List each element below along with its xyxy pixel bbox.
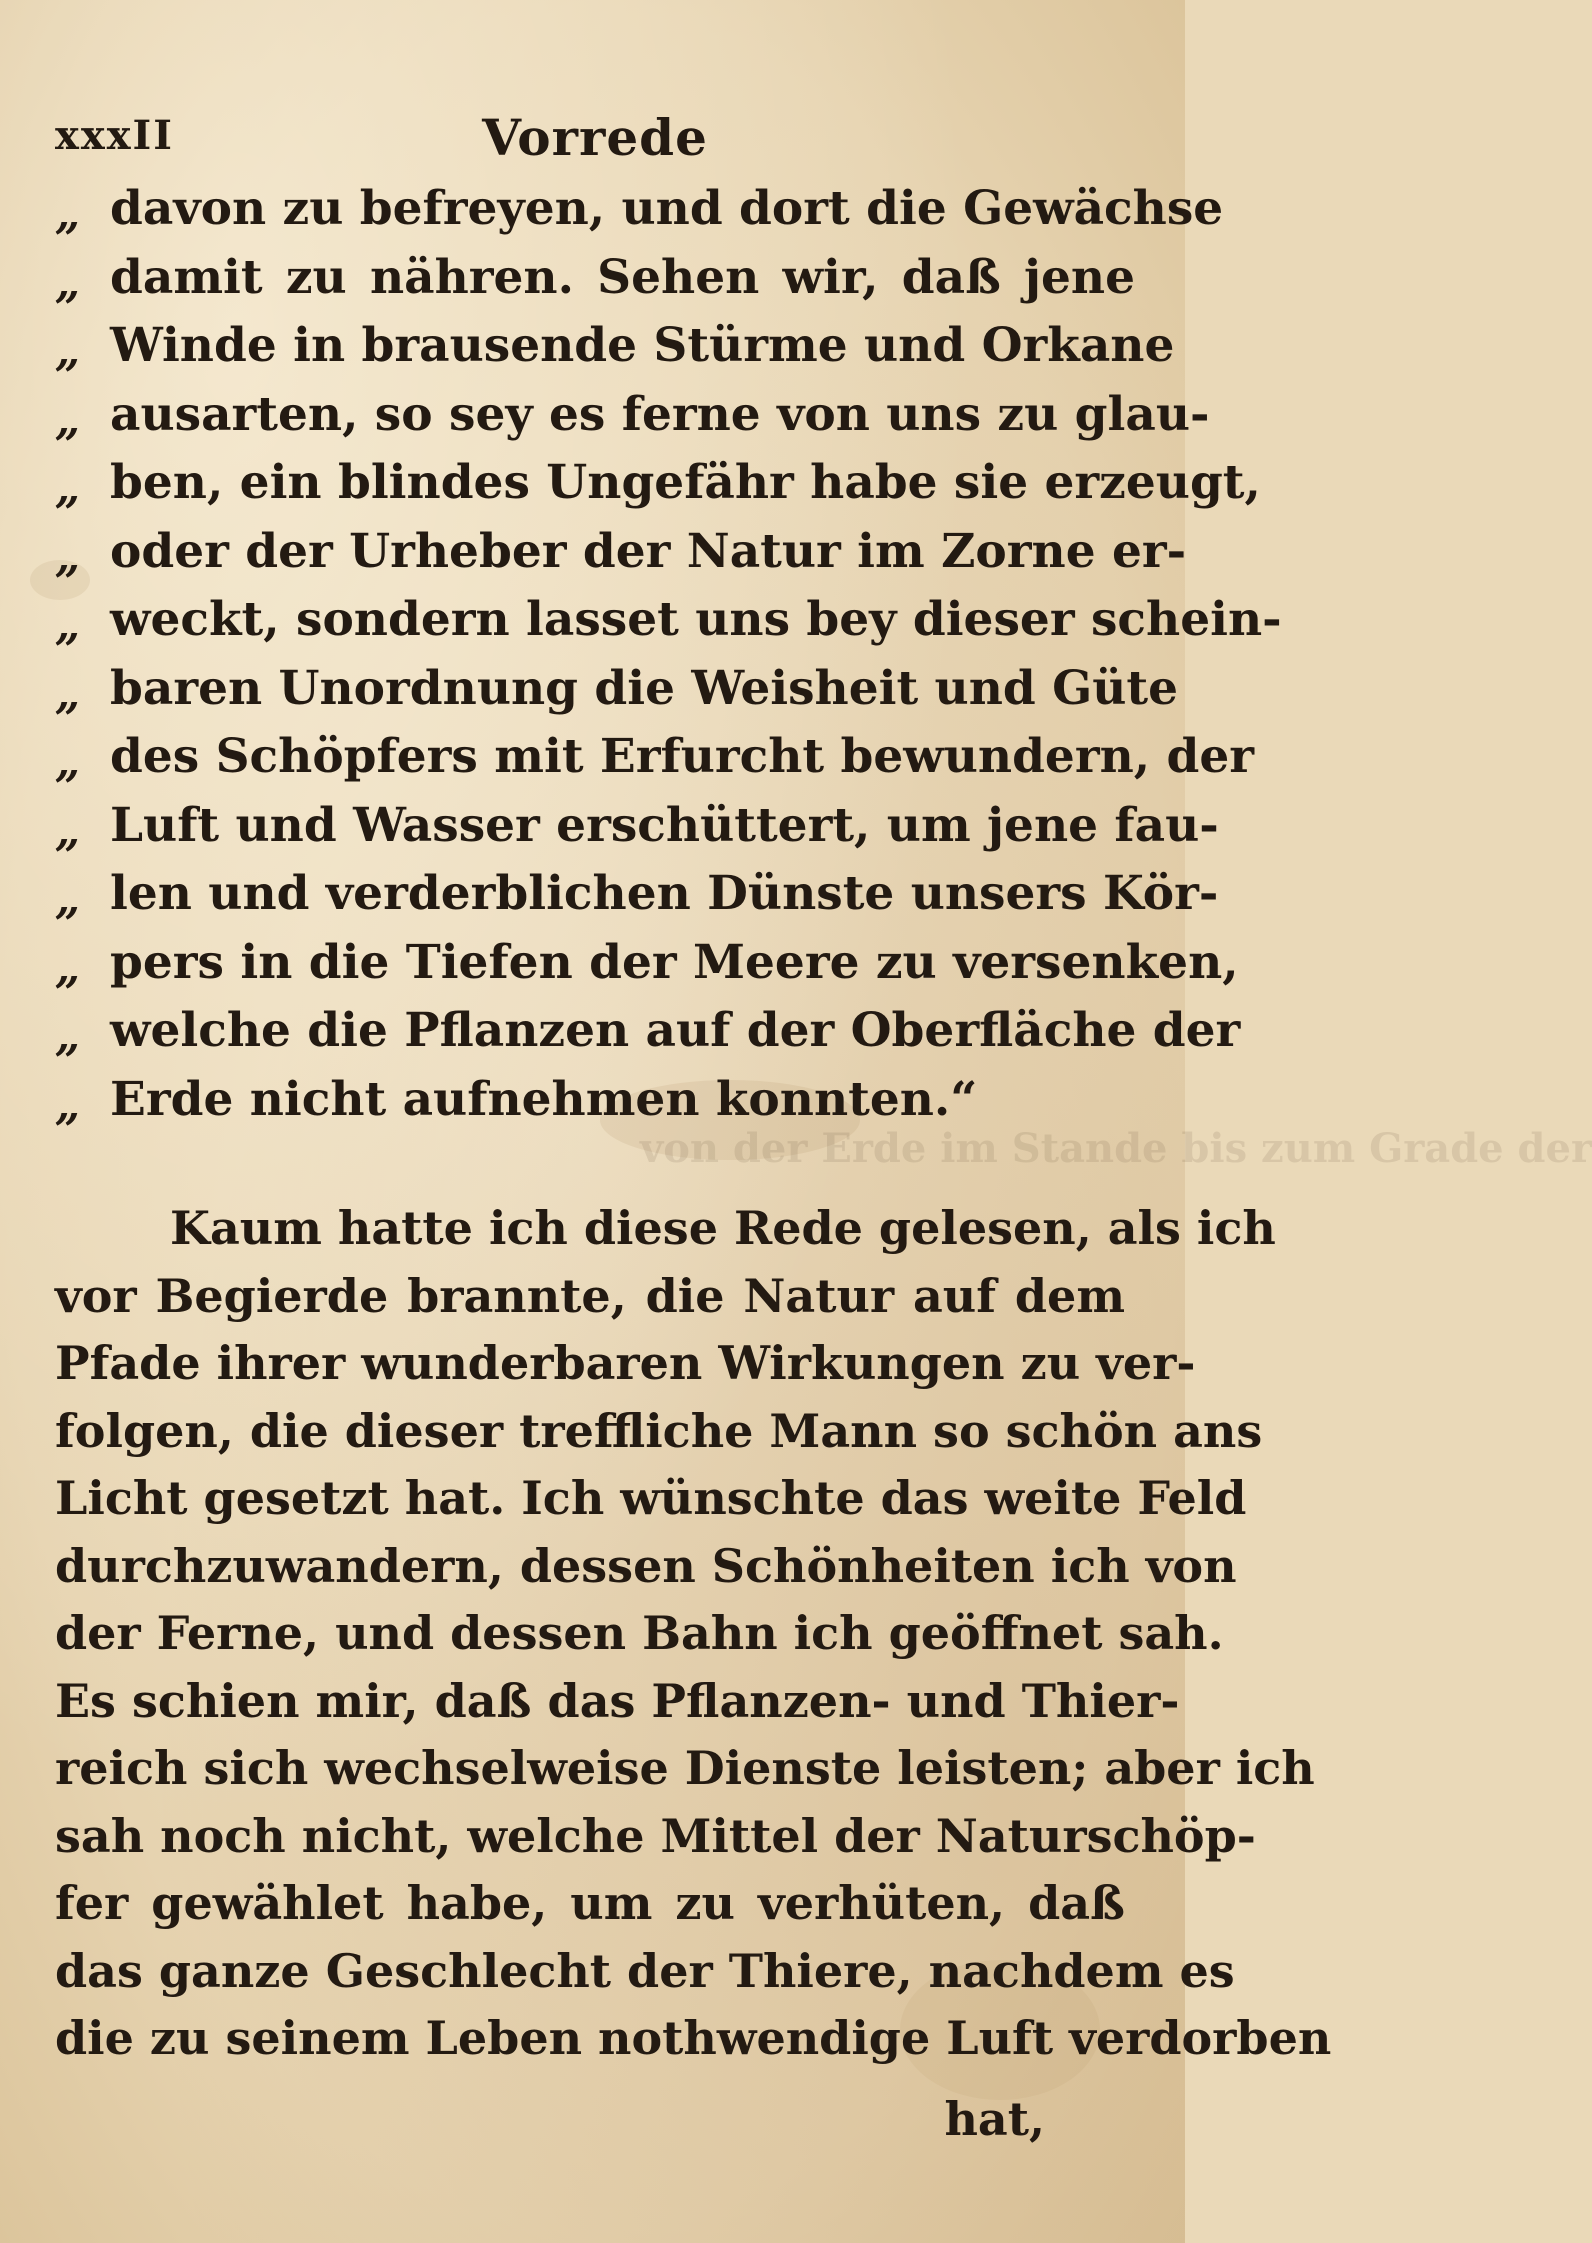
quote-mark: „ bbox=[55, 531, 81, 583]
quote-line-text: damit zu nähren. Sehen wir, daß jene bbox=[110, 249, 1135, 305]
quote-mark: „ bbox=[55, 942, 81, 994]
quote-mark: „ bbox=[55, 600, 81, 651]
quote-line bbox=[55, 723, 1255, 792]
paragraph-line: Kaum hatte ich diese Rede gelesen, als ich bbox=[170, 1201, 1276, 1255]
quote-line bbox=[55, 792, 1219, 861]
quote-mark: „ bbox=[55, 257, 81, 309]
quote-line bbox=[55, 929, 1239, 998]
paragraph-line: folgen, die dieser treffliche Mann so schön ans bbox=[55, 1403, 1263, 1458]
quote-line bbox=[55, 860, 1219, 929]
body-paragraph bbox=[55, 1195, 1332, 2073]
quote-line-text: Winde in brausende Stürme und Orkane bbox=[110, 318, 1175, 373]
quote-line-text: ben, ein blindes Ungefähr habe sie erzeugt, bbox=[110, 455, 1261, 510]
quote-mark: „ bbox=[55, 394, 81, 446]
show-through-text: von der Erde im Stande bis zum Grade der bbox=[640, 1125, 1592, 1172]
paragraph-line: das ganze Geschlecht der Thiere, nachdem es bbox=[55, 1943, 1235, 1998]
catchword: hat, bbox=[944, 2092, 1045, 2146]
quote-line bbox=[55, 997, 1241, 1066]
paragraph-line: durchzuwandern, dessen Schönheiten ich von bbox=[55, 1538, 1237, 1593]
paragraph-line: fer gewählet habe, um zu verhüten, daß bbox=[55, 1876, 1125, 1930]
quote-mark: „ bbox=[55, 463, 81, 514]
quote-line bbox=[55, 1066, 1135, 1135]
quote-mark: „ bbox=[55, 1079, 81, 1131]
quote-line-text: weckt, sondern lasset uns bey dieser schein- bbox=[110, 592, 1282, 647]
quote-line-text: welche die Pflanzen auf der Oberfläche der bbox=[110, 1003, 1241, 1058]
paragraph-line: reich sich wechselweise Dienste leisten; aber ich bbox=[55, 1741, 1315, 1795]
quote-line-text: len und verderblichen Dünste unsers Kör- bbox=[110, 866, 1219, 921]
quote-line-text: Luft und Wasser erschüttert, um jene fau- bbox=[110, 797, 1219, 853]
running-title: Vorrede bbox=[482, 108, 708, 167]
quote-mark: „ bbox=[55, 737, 81, 788]
quote-line-text: oder der Urheber der Natur im Zorne er- bbox=[110, 523, 1187, 579]
quote-line bbox=[55, 175, 1224, 244]
quote-mark: „ bbox=[55, 189, 81, 240]
paragraph-line: Pfade ihrer wunderbaren Wirkungen zu ver- bbox=[55, 1336, 1196, 1390]
quote-line-text: pers in die Tiefen der Meere zu versenken, bbox=[110, 934, 1239, 990]
quote-line-text: ausarten, so sey es ferne von uns zu glau- bbox=[110, 386, 1210, 442]
quotation-block bbox=[55, 175, 1282, 1134]
quote-line bbox=[55, 586, 1282, 655]
paragraph-line: Es schien mir, daß das Pflanzen- und Thier- bbox=[55, 1673, 1180, 1728]
paragraph-line: der Ferne, und dessen Bahn ich geöffnet sah. bbox=[55, 1606, 1224, 1660]
quote-line bbox=[55, 449, 1261, 518]
quote-line bbox=[55, 244, 1135, 313]
paragraph-line: die zu seinem Leben nothwendige Luft verdorben bbox=[55, 2011, 1332, 2065]
quote-mark: „ bbox=[55, 805, 81, 857]
quote-line bbox=[55, 518, 1187, 587]
quote-line-text: baren Unordnung die Weisheit und Güte bbox=[110, 660, 1179, 716]
quote-line-text: Erde nicht aufnehmen konnten.“ bbox=[110, 1071, 978, 1127]
quote-line bbox=[55, 312, 1175, 381]
quote-line bbox=[55, 655, 1179, 724]
paragraph-line: vor Begierde brannte, die Natur auf dem bbox=[55, 1268, 1125, 1323]
paragraph-line: sah noch nicht, welche Mittel der Naturschöp- bbox=[55, 1808, 1256, 1863]
page-number: xxxII bbox=[55, 112, 174, 159]
quote-line-text: des Schöpfers mit Erfurcht bewundern, der bbox=[110, 729, 1255, 784]
quote-line bbox=[55, 381, 1210, 450]
paragraph-line: Licht gesetzt hat. Ich wünschte das weite Feld bbox=[55, 1471, 1247, 1525]
quote-line-text: davon zu befreyen, und dort die Gewächse bbox=[110, 181, 1224, 236]
page-header bbox=[55, 108, 1135, 172]
quote-mark: „ bbox=[55, 326, 81, 377]
quote-mark: „ bbox=[55, 874, 81, 925]
quote-mark: „ bbox=[55, 668, 81, 720]
quote-mark: „ bbox=[55, 1011, 81, 1062]
